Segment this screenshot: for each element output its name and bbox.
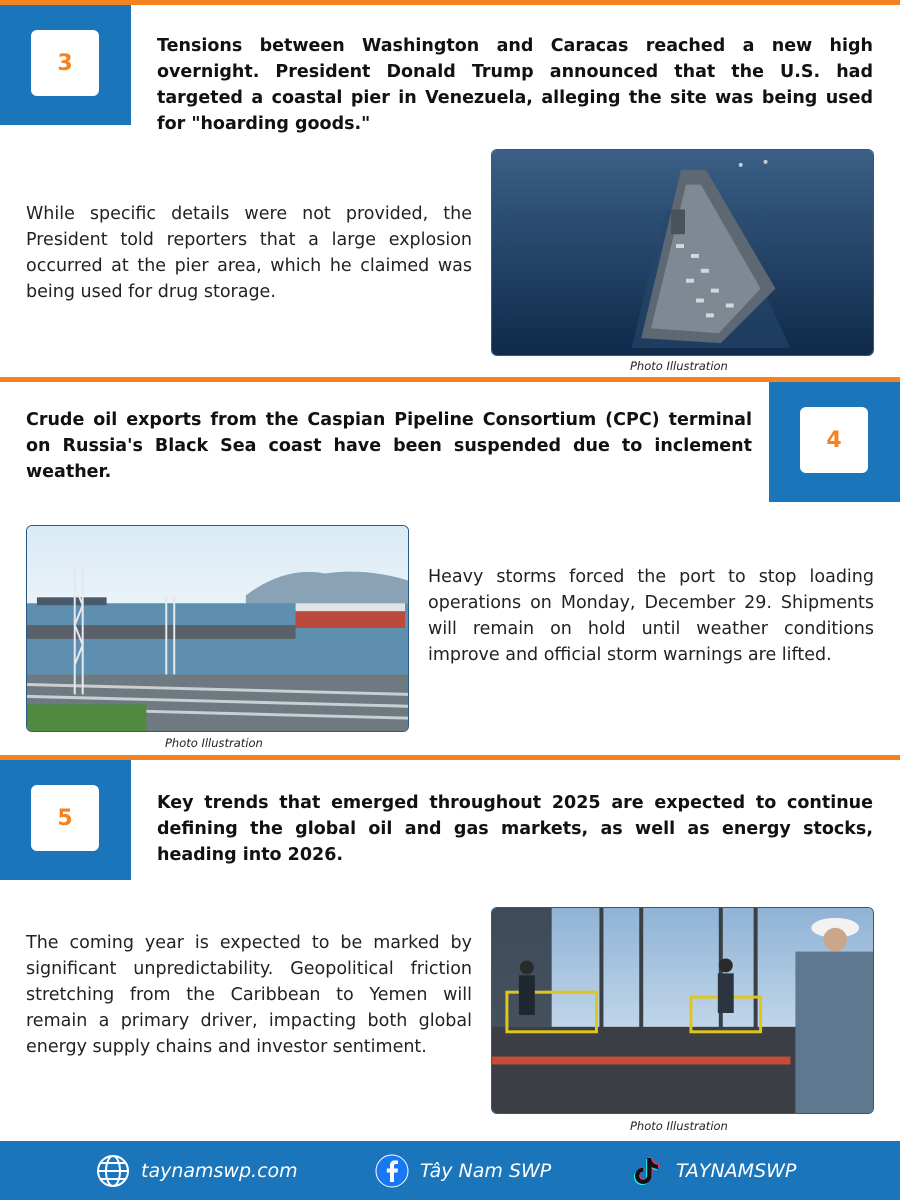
footer-website-link[interactable] [95,1153,298,1189]
section-number-block [769,382,900,502]
section-body: Heavy storms forced the port to stop loading operations on Monday, December 29. Shipments will remain on hold until weather conditions improve and official storm warnings are lifted. [428,567,874,665]
oil-terminal-photo [26,525,409,732]
section-number-block [0,760,131,880]
section-headline: Crude oil exports from the Caspian Pipeline Consortium (CPC) terminal on Russia's Black Sea coast have been suspended due to inclement weather. [26,410,752,482]
section-divider [0,755,900,760]
photo-caption: Photo Illustration [165,736,263,750]
section-number: 5 [31,785,99,851]
photo-caption: Photo Illustration [630,359,728,373]
oil-rig-workers-photo [491,907,874,1114]
section-number-block [0,5,131,125]
section-divider [0,0,900,5]
footer-facebook-link[interactable] [374,1153,551,1189]
section-divider [0,377,900,382]
footer-facebook-label: Tây Nam SWP [420,1160,552,1182]
section-number: 3 [31,30,99,96]
tiktok-icon [630,1153,666,1189]
section-number: 4 [800,407,868,473]
footer-website-label: taynamswp.com [141,1160,298,1182]
photo-caption: Photo Illustration [630,1119,728,1133]
section-headline: Tensions between Washington and Caracas reached a new high overnight. President Donald Trump announced that the U.S. had targeted a coastal pier in Venezuela, alleging the site was being used for "hoarding goods." [157,36,873,134]
globe-icon [95,1153,131,1189]
facebook-icon [374,1153,410,1189]
section-body: The coming year is expected to be marked by significant unpredictability. Geopolitical friction stretching from the Caribbean to Yemen will remain a primary driver, impacting both global energy supply chains and investor sentiment. [26,933,472,1057]
footer-tiktok-label: TAYNAMSWP [676,1160,797,1182]
footer-bar [0,1141,900,1200]
section-body: While specific details were not provided, the President told reporters that a large explosion occurred at the pier area, which he claimed was being used for drug storage. [26,204,472,302]
footer-tiktok-link[interactable] [630,1153,796,1189]
aircraft-carrier-photo [491,149,874,356]
section-headline: Key trends that emerged throughout 2025 are expected to continue defining the global oil and gas markets, as well as energy stocks, heading into 2026. [157,793,873,865]
